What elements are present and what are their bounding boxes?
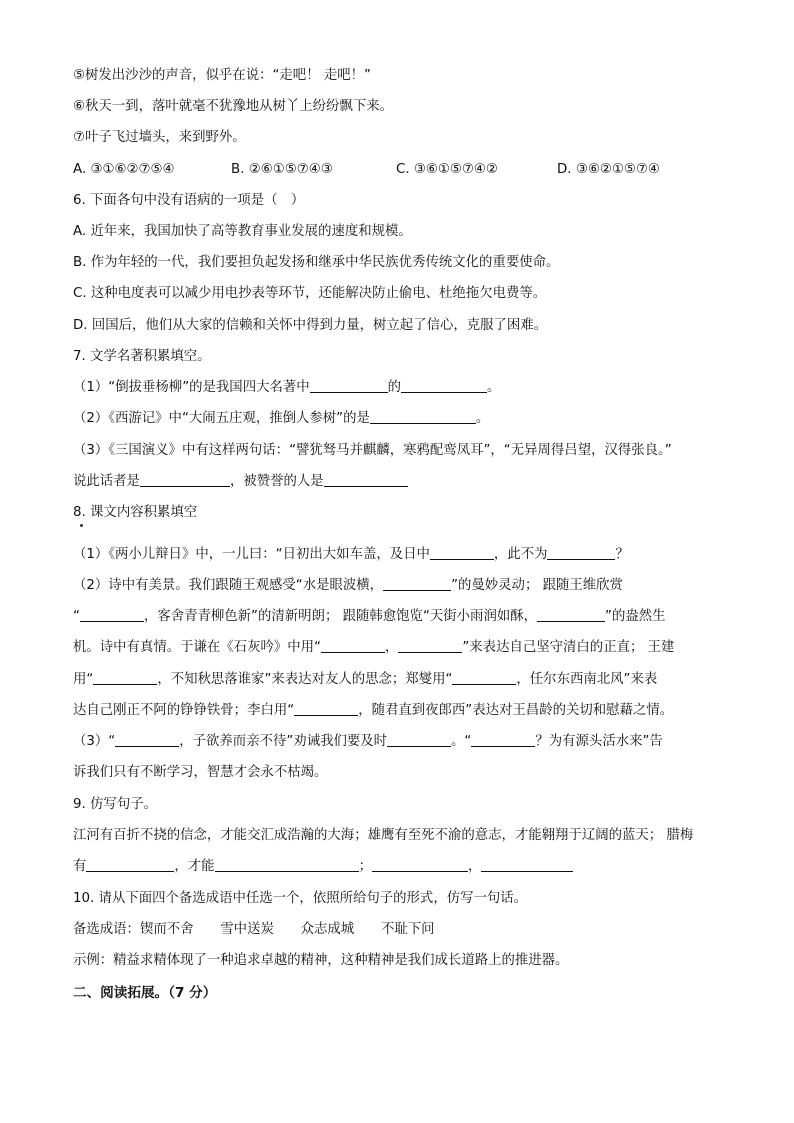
- blank: [215, 857, 359, 872]
- blank: [86, 857, 174, 872]
- blank: [452, 670, 516, 685]
- question-8-item-2-line-5: 达自己刚正不阿的铮铮铁骨；李白用“ ，随君直到夜郎西”表达对王昌龄的关切和慰藉之情。: [73, 703, 674, 718]
- question-8-item-2-line-2: “ ，客舍青青柳色新”的清新明朗； 跟随韩愈饱览“天街小雨润如酥， ”的盎然生: [73, 609, 666, 624]
- option-d: D. ③⑥②①⑤⑦④: [557, 162, 660, 177]
- blank: [401, 378, 487, 393]
- question-6-option-c: C. 这种电度表可以减少用电抄表等环节，还能解决防止偷电、杜绝拖欠电费等。: [73, 286, 547, 301]
- blank: [140, 472, 230, 487]
- question-6-option-a: A. 近年来，我国加快了高等教育事业发展的速度和规模。: [73, 224, 412, 239]
- question-6-title: 6. 下面各句中没有语病的一项是（ ）: [73, 193, 305, 208]
- blank: [324, 472, 408, 487]
- blank: [80, 607, 144, 622]
- blank: [115, 732, 179, 747]
- stray-dot: [80, 524, 83, 527]
- option-b: B. ②⑥①⑤⑦④③: [231, 162, 333, 177]
- question-10-example: 示例：精益求精体现了一种追求卓越的精神，这种精神是我们成长道路上的推进器。: [73, 953, 569, 968]
- sentence-5: ⑤树发出沙沙的声音，似乎在说：“走吧！ 走吧！”: [73, 68, 371, 83]
- question-8-item-2-line-3: 机。诗中有真情。于谦在《石灰吟》中用“ ， ”来表达自己坚守清白的正直； 王建: [73, 640, 675, 655]
- sentence-7: ⑦叶子飞过墙头，来到野外。: [73, 130, 246, 145]
- question-8-item-1: （1）《两小儿辩日》中，一儿曰：“日初出大如车盖，及日中 ，此不为 ？: [73, 547, 629, 562]
- question-7-item-2: （2）《西游记》中“大闹五庄观，推倒人参树”的是 。: [73, 411, 490, 426]
- option-a: A. ③①⑥②⑦⑤④: [73, 162, 175, 177]
- blank: [471, 732, 535, 747]
- blank: [537, 607, 605, 622]
- blank: [383, 576, 451, 591]
- option-c: C. ③⑥①⑤⑦④②: [396, 162, 498, 177]
- blank: [430, 545, 494, 560]
- blank: [93, 670, 157, 685]
- blank: [387, 732, 451, 747]
- blank: [481, 857, 573, 872]
- question-7-item-1: （1）“倒拔垂杨柳”的是我国四大名著中 的 。: [73, 380, 501, 395]
- question-8-title: 8. 课文内容积累填空: [73, 505, 198, 520]
- blank: [310, 378, 388, 393]
- blank: [398, 638, 462, 653]
- question-9-prompt: 江河有百折不挠的信念，才能交汇成浩瀚的大海；雄鹰有至死不渝的意志，才能翱翔于辽阔的蓝天； 腊梅: [73, 828, 694, 843]
- question-7-title: 7. 文学名著积累填空。: [73, 349, 211, 364]
- question-10-idioms: 备选成语：锲而不舍 雪中送炭 众志成城 不耻下问: [73, 922, 435, 937]
- question-8-item-3: （3）“ ，子欲养而亲不待”劝诫我们要及时 。“ ？为有源头活水来”告: [73, 734, 663, 749]
- question-9-title: 9. 仿写句子。: [73, 797, 157, 812]
- blank: [370, 409, 476, 424]
- blank: [547, 545, 615, 560]
- question-10-title: 10. 请从下面四个备选成语中任选一个，依照所给句子的形式，仿写一句话。: [73, 891, 528, 906]
- blank: [294, 701, 358, 716]
- question-6-option-d: D. 回国后，他们从大家的信赖和关怀中得到力量，树立起了信心，克服了困难。: [73, 318, 548, 333]
- question-8-item-2-line-4: 用“ ，不知秋思落谁家”来表达对友人的思念；郑燮用“ ，任尔东西南北风”来表: [73, 672, 658, 687]
- blank: [321, 638, 385, 653]
- section-2-heading: 二、阅读拓展。（7 分）: [73, 985, 217, 1001]
- question-7-item-3: （3）《三国演义》中有这样两句话：“譬犹驽马并麒麟，寒鸦配鸾凤耳”，“无异周得吕望，汉得张良。”: [73, 443, 672, 458]
- answer-options-q5: [73, 160, 743, 180]
- question-9-answer-line: 有 ，才能 ； ，: [73, 857, 743, 877]
- question-6-option-b: B. 作为年轻的一代，我们要担负起发扬和继承中华民族优秀传统文化的重要使命。: [73, 255, 560, 270]
- question-8-item-3-cont: 诉我们只有不断学习，智慧才会永不枯竭。: [73, 765, 328, 780]
- blank: [372, 857, 468, 872]
- question-7-item-3-cont: 说此话者是 ，被赞誉的人是: [73, 472, 743, 492]
- sentence-6: ⑥秋天一到，落叶就毫不犹豫地从树丫上纷纷飘下来。: [73, 99, 393, 114]
- question-8-item-2: （2）诗中有美景。我们跟随王观感受“水是眼波横， ”的曼妙灵动； 跟随王维欣赏: [73, 578, 623, 593]
